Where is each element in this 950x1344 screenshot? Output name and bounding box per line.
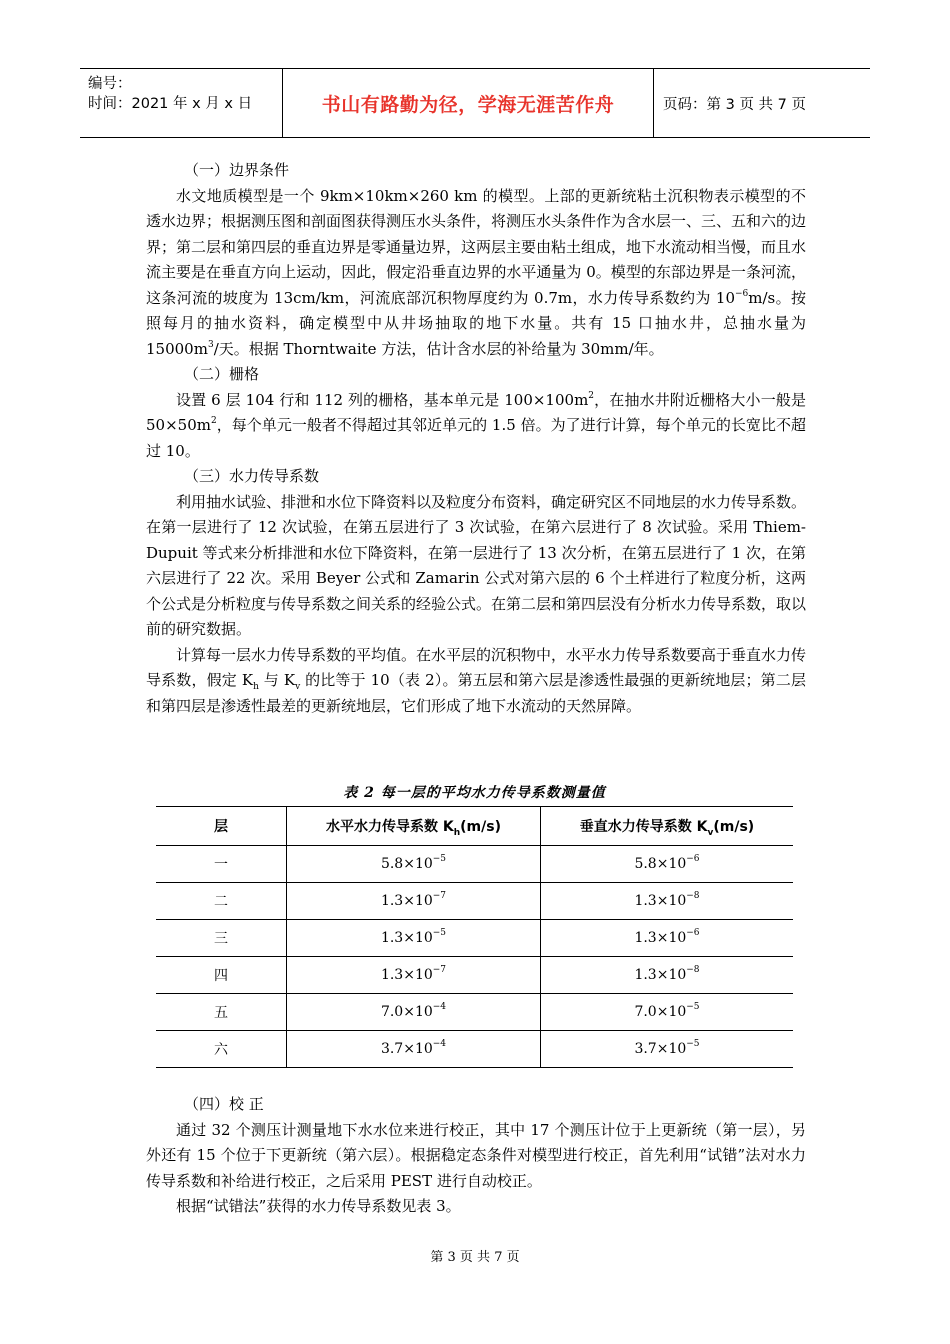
cell-kv: $3.7\times 10^{-5}$ [541, 1031, 794, 1068]
table-header-kv: 垂直水力传导系数 $K_v(m/s)$ [541, 807, 794, 846]
conductivity-table [156, 806, 793, 1068]
table-row [156, 957, 793, 994]
table-row [156, 920, 793, 957]
page-header [80, 68, 870, 138]
header-time-label: 时间：2021 年 x 月 x 日 [88, 96, 253, 112]
cell-layer: 四 [156, 957, 287, 994]
header-page-info: 页码：第 3 页 共 7 页 [663, 96, 806, 113]
cell-kh: $1.3\times 10^{-7}$ [287, 883, 541, 920]
cell-kv: $1.3\times 10^{-8}$ [541, 883, 794, 920]
paragraph-conductivity-average: 计算每一层水力传导系数的平均值。在水平层的沉积物中，水平水力传导系数要高于垂直水力传导系数，假定 $K_h$ 与 $K_v$ 的比等于 10（表 2）。第五层和第六层是渗透性最强的更新统地层；第二层和第四层是渗透性最差的更新统地层，它们形成了地下水流动的天然屏障。 [146, 645, 807, 715]
table-row [156, 846, 793, 883]
paragraph-boundary-conditions: 水文地质模型是一个 9km×10km×260 km 的模型。上部的更新统粘土沉积物表示模型的不透水边界；根据测压图和剖面图获得测压水头条件，将测压水头条件作为含水层一、三、五和六的边界；第二层和第四层的垂直边界是零通量边界，这两层主要由粘土组成，地下水流动相当慢，而且水流主要是在垂直方向上运动，因此，假定沿垂直边界的水平通量为 0。模型的东部边界是一条河流，这条河流的坡度为 13cm/km，河流底部沉积物厚度约为 0.7m，水力传导系数约为 $10^{-6}m/s$。按照每月的抽水资料，确定模型中从井场抽取的地下水量。共有 15 口抽水井，总抽水量为 $15000m^3/$天。根据 Thorntwaite 方法，估计含水层的补给量为 30mm/年。 [146, 186, 807, 358]
header-motto-cell [282, 69, 654, 137]
table-caption: 表 2 每一层的平均水力传导系数测量值 [343, 785, 606, 801]
cell-kh: $5.8\times 10^{-5}$ [287, 846, 541, 883]
document-body [146, 158, 806, 719]
page-footer: 第 3 页 共 7 页 [430, 1250, 520, 1265]
cell-layer: 三 [156, 920, 287, 957]
header-number-label: 编号： [88, 76, 132, 92]
section-heading-calibration: （四）校 正 [184, 1095, 264, 1113]
document-body-continued [146, 1092, 806, 1220]
section-heading-boundary: （一）边界条件 [184, 161, 290, 179]
section-heading-grid: （二）栅格 [184, 365, 260, 383]
table-row [156, 994, 793, 1031]
cell-kv: $7.0\times 10^{-5}$ [541, 994, 794, 1031]
table-row [156, 883, 793, 920]
section-heading-conductivity: （三）水力传导系数 [184, 467, 320, 485]
table-header-kh: 水平水力传导系数 $K_h(m/s)$ [287, 807, 541, 846]
paragraph-trial-error: 根据“试错法”获得的水力传导系数见表 3。 [176, 1197, 461, 1215]
cell-kh: $1.3\times 10^{-5}$ [287, 920, 541, 957]
paragraph-calibration: 通过 32 个测压计测量地下水水位来进行校正，其中 17 个测压计位于上更新统（第一层），另外还有 15 个位于下更新统（第六层）。根据稳定态条件对模型进行校正，首先利用“试错”法对水力传导系数和补给进行校正，之后采用 PEST 进行自动校正。 [146, 1120, 806, 1190]
table-header-layer: 层 [156, 807, 287, 846]
paragraph-grid: 设置 6 层 104 行和 112 列的栅格，基本单元是 $100\times 100m^2$，在抽水井附近栅格大小一般是 $50\times 50m^2$，每个单元一般者不得超过其邻近单元的 1.5 倍。为了进行计算，每个单元的长宽比不超过 10。 [146, 390, 806, 460]
cell-layer: 五 [156, 994, 287, 1031]
cell-layer: 六 [156, 1031, 287, 1068]
cell-kv: $5.8\times 10^{-6}$ [541, 846, 794, 883]
cell-kv: $1.3\times 10^{-6}$ [541, 920, 794, 957]
header-motto: 书山有路勤为径，学海无涯苦作舟 [321, 93, 615, 116]
cell-kh: $1.3\times 10^{-7}$ [287, 957, 541, 994]
cell-kv: $1.3\times 10^{-8}$ [541, 957, 794, 994]
cell-layer: 二 [156, 883, 287, 920]
paragraph-conductivity-tests: 利用抽水试验、排泄和水位下降资料以及粒度分布资料，确定研究区不同地层的水力传导系数。在第一层进行了 12 次试验，在第五层进行了 3 次试验，在第六层进行了 8 次试验。采用 Thiem-Dupuit 等式来分析排泄和水位下降资料，在第一层进行了 13 次分析，在第五层进行了 1 次，在第六层进行了 22 次。采用 Beyer 公式和 Zamarin 公式对第六层的 6 个土样进行了粒度分析，这两个公式是分析粒度与传导系数之间关系的经验公式。在第二层和第四层没有分析水力传导系数，取以前的研究数据。 [146, 492, 807, 638]
cell-kh: $7.0\times 10^{-4}$ [287, 994, 541, 1031]
table-header-row [156, 807, 793, 846]
header-left-cell [80, 69, 282, 137]
table-row [156, 1031, 793, 1068]
cell-layer: 一 [156, 846, 287, 883]
cell-kh: $3.7\times 10^{-4}$ [287, 1031, 541, 1068]
